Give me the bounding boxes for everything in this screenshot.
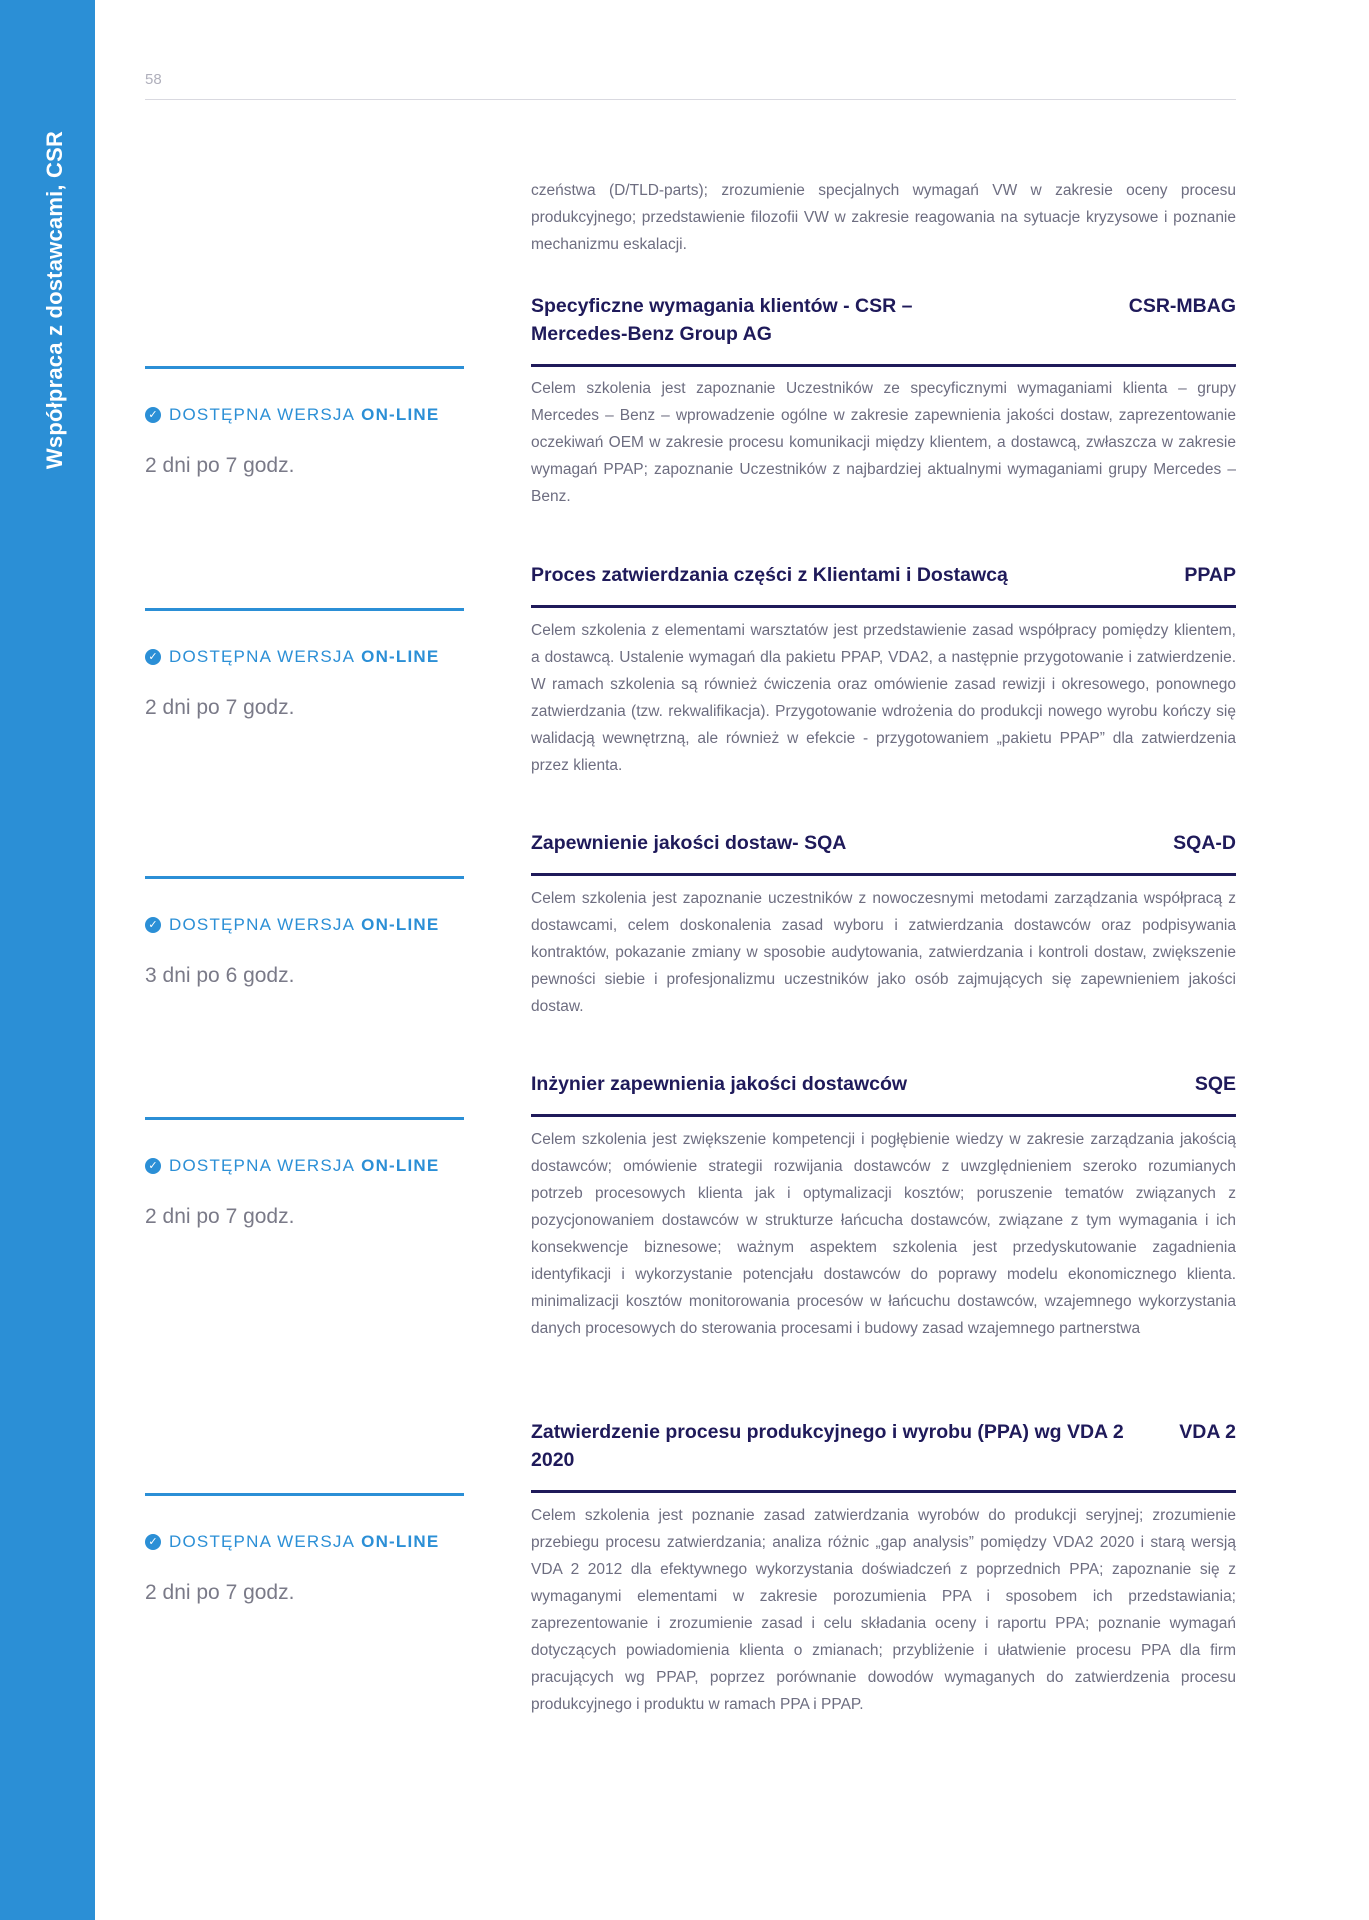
course-title: Zatwierdzenie procesu produkcyjnego i wyrobu (PPA) wg VDA 2 2020 — [531, 1421, 1124, 1471]
course-code: SQA-D — [1173, 832, 1236, 854]
course-header — [531, 292, 1236, 348]
course-duration: 3 dni po 6 godz. — [145, 964, 295, 987]
course-divider — [531, 605, 1236, 608]
online-label-suffix: ON-LINE — [361, 405, 440, 424]
online-badge — [145, 915, 439, 935]
left-divider — [145, 1493, 464, 1496]
course-description: Celem szkolenia jest zapoznanie uczestników z nowoczesnymi metodami zarządzania współpracą z dostawcami, celem doskonalenia zasad wyboru i zatwierdzania dostawców oraz podpisywania kontraktów, pokazanie zmiany w sposobie audytowania, zatwierdzania i kontroli dostaw, zwiększenie pewności siebie i profesjonalizmu uczestników jako osób zajmujących się zapewnieniem jakości dostaw. — [531, 890, 1236, 1015]
online-label-prefix: DOSTĘPNA WERSJA — [169, 915, 356, 934]
check-circle-icon: ✓ — [145, 649, 161, 665]
left-divider — [145, 366, 464, 369]
course-header — [531, 1418, 1236, 1474]
course-duration: 2 dni po 7 godz. — [145, 1205, 295, 1228]
online-label-suffix: ON-LINE — [361, 915, 440, 934]
intro-text: czeństwa (D/TLD-parts); zrozumienie specjalnych wymagań VW w zakresie oceny procesu produkcyjnego; przedstawienie filozofii VW w zakresie reagowania na sytuacje kryzysowe i poznanie mechanizmu eskalacji. — [531, 182, 1236, 253]
course-title: Zapewnienie jakości dostaw- SQA — [531, 832, 847, 854]
course-title: Specyficzne wymagania klientów - CSR – Mercedes-Benz Group AG — [531, 295, 913, 345]
course-description: Celem szkolenia jest zwiększenie kompetencji i pogłębienie wiedzy w zakresie zarządzania jakością dostawców; omówienie strategii rozwijania dostawców z uwzględnieniem szeroko rozumianych potrzeb procesowych klienta jak i optymalizacji kosztów; poruszenie tematów związanych z pozycjonowaniem dostawców w strukturze łańcucha dostawców, związane z tym wymagania i ich konsekwencje biznesowe; ważnym aspektem szkolenia jest przedyskutowanie zagadnienia identyfikacji i wykorzystanie potencjału dostawców do poprawy modelu ekonomicznego klienta. minimalizacji kosztów monitorowania procesów w łańcuchu dostawców, wzajemnego wykorzystania danych procesowych do sterowania procesami i budowy zasad wzajemnego partnerstwa — [531, 1131, 1236, 1337]
check-circle-icon: ✓ — [145, 1534, 161, 1550]
check-circle-icon: ✓ — [145, 1158, 161, 1174]
online-badge — [145, 1532, 439, 1552]
course-code: SQE — [1194, 1073, 1236, 1095]
left-divider — [145, 608, 464, 611]
course-description: Celem szkolenia jest poznanie zasad zatwierdzania wyrobów do produkcji seryjnej; zrozumienie przebiegu procesu zatwierdzania; analiza różnic „gap analysis” pomiędzy VDA2 2020 i starą wersją VDA 2 2012 dla efektywnego wykorzystania doświadczeń z poprzednich PPA; zapoznanie się z wymaganymi elementami w zakresie porozumienia PPA i sposobem ich przedstawiania; zaprezentowanie i zrozumienie zasad i celu składania oceny i raportu PPA; poznanie wymagań dotyczących powiadomienia klienta o zmianach; przybliżenie i ułatwienie procesu PPA dla firm pracujących wg PPAP, poprzez porównanie dowodów wymaganych do zatwierdzenia procesu produkcyjnego i produktu w ramach PPA i PPAP. — [531, 1507, 1236, 1713]
online-badge — [145, 405, 439, 425]
online-label-prefix: DOSTĘPNA WERSJA — [169, 647, 356, 666]
course-duration: 2 dni po 7 godz. — [145, 696, 295, 719]
course-divider — [531, 1490, 1236, 1493]
course-title: Inżynier zapewnienia jakości dostawców — [531, 1073, 908, 1095]
online-label-suffix: ON-LINE — [361, 1156, 440, 1175]
course-divider — [531, 873, 1236, 876]
course-description: Celem szkolenia z elementami warsztatów jest przedstawienie zasad współpracy pomiędzy klientem, a dostawcą. Ustalenie wymagań dla pakietu PPAP, VDA2, a następnie przygotowanie i zatwierdzenie. W ramach szkolenia są również ćwiczenia oraz omówienie zasad rewizji i okresowego, ponownego zatwierdzania (tzw. rekwalifikacja). Przygotowanie wdrożenia do produkcji nowego wyrobu kończy się walidacją wewnętrzną, ale również w efekcie - przygotowaniem „pakietu PPAP” dla zatwierdzenia przez klienta. — [531, 622, 1236, 774]
online-label-prefix: DOSTĘPNA WERSJA — [169, 1156, 356, 1175]
online-label-prefix: DOSTĘPNA WERSJA — [169, 1532, 356, 1551]
check-circle-icon: ✓ — [145, 407, 161, 423]
course-title: Proces zatwierdzania części z Klientami i Dostawcą — [531, 564, 1008, 586]
sidebar-title: Współpraca z dostawcami, CSR — [42, 130, 67, 470]
course-duration: 2 dni po 7 godz. — [145, 454, 295, 477]
online-badge — [145, 647, 439, 667]
check-circle-icon: ✓ — [145, 917, 161, 933]
left-divider — [145, 1117, 464, 1120]
course-code: PPAP — [1184, 564, 1236, 586]
sidebar — [0, 0, 95, 1920]
course-header — [531, 561, 1236, 589]
course-description: Celem szkolenia jest zapoznanie Uczestników ze specyficznymi wymaganiami klienta – grupy Mercedes – Benz – wprowadzenie ogólne w zakresie zapewnienia jakości dostaw, zaprezentowanie oczekiwań OEM w zakresie procesu komunikacji między klientem, a dostawcą, zwłaszcza w zakresie wymagań PPAP; zapoznanie Uczestników z najbardziej aktualnymi wymaganiami grupy Mercedes – Benz. — [531, 380, 1236, 505]
online-badge — [145, 1156, 439, 1176]
course-header — [531, 1070, 1236, 1098]
left-divider — [145, 876, 464, 879]
top-divider — [145, 99, 1236, 100]
online-label-suffix: ON-LINE — [361, 1532, 440, 1551]
course-divider — [531, 364, 1236, 367]
course-duration: 2 dni po 7 godz. — [145, 1581, 295, 1604]
online-label-prefix: DOSTĘPNA WERSJA — [169, 405, 356, 424]
course-divider — [531, 1114, 1236, 1117]
course-code: VDA 2 — [1179, 1421, 1236, 1443]
course-code: CSR-MBAG — [1128, 295, 1236, 317]
course-header — [531, 829, 1236, 857]
online-label-suffix: ON-LINE — [361, 647, 440, 666]
page-number: 58 — [145, 71, 162, 88]
